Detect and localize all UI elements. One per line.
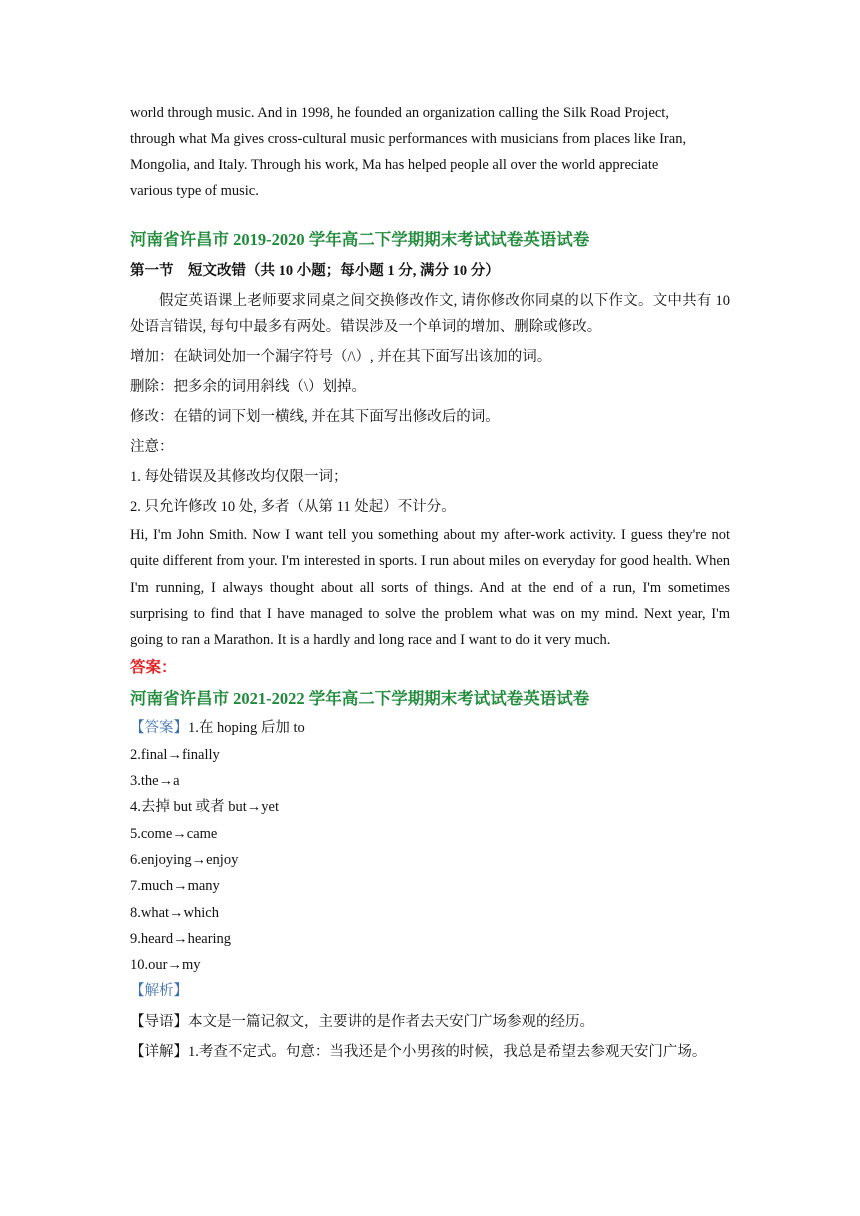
answer-item: 7.much→many <box>130 878 220 895</box>
answer-item: 8.what→which <box>130 904 219 921</box>
analysis-tag: 【解析】 <box>130 983 188 1000</box>
intro-line: various type of music. <box>130 183 259 199</box>
answer-item: 2.final→finally <box>130 746 220 763</box>
intro-line: world through music. And in 1998, he founded an organization calling the Silk Road Project, <box>130 105 669 121</box>
answer-item <box>130 715 730 741</box>
section-heading-2021: 河南省许昌市 2021-2022 学年高二下学期期末考试试卷英语试卷 <box>130 689 590 709</box>
answer-item: 6.enjoying→enjoy <box>130 851 239 868</box>
note-2: 2. 只允许修改 10 处, 多者（从第 11 处起）不计分。 <box>130 499 456 515</box>
note-label: 注意： <box>130 439 174 455</box>
answer-item: 9.heard→hearing <box>130 930 232 947</box>
guide-paragraph <box>130 1009 730 1035</box>
intro-line: Mongolia, and Italy. Through his work, Ma has helped people all over the world appreciate <box>130 157 659 173</box>
detail-text: 1.考查不定式。句意：当我还是个小男孩的时候，我总是希望去参观天安门广场。 <box>188 1043 707 1060</box>
note-1: 1. 每处错误及其修改均仅限一词； <box>130 469 348 485</box>
answer-item-text: 1.在 hoping 后加 to <box>188 720 305 737</box>
guide-tag: 【导语】 <box>130 1013 188 1030</box>
answer-item: 5.come→came <box>130 825 218 842</box>
document-page <box>130 100 730 1065</box>
answer-item: 4.去掉 but 或者 but→yet <box>130 799 280 816</box>
guide-text: 本文是一篇记叙文，主要讲的是作者去天安门广场参观的经历。 <box>188 1013 594 1030</box>
detail-tag: 【详解】 <box>130 1043 188 1060</box>
answer-label: 答案： <box>130 659 177 677</box>
answer-tag: 【答案】 <box>130 720 188 737</box>
instruction-modify: 修改：在错的词下划一横线, 并在其下面写出修改后的词。 <box>130 409 500 425</box>
instructions-paragraph: 假定英语课上老师要求同桌之间交换修改作文, 请你修改你同桌的以下作文。文中共有 10 处语言错误, 每句中最多有两处。错误涉及一个单词的增加、删除或修改。 <box>130 293 730 335</box>
detail-paragraph <box>130 1039 730 1065</box>
intro-passage <box>130 100 730 204</box>
intro-line: through what Ma gives cross-cultural music performances with musicians from places like Iran, <box>130 131 687 147</box>
instruction-add: 增加：在缺词处加一个漏字符号（/\）, 并在其下面写出该加的词。 <box>130 349 552 365</box>
section-title: 第一节 短文改错（共 10 小题；每小题 1 分, 满分 10 分） <box>130 263 500 279</box>
section-heading-2019: 河南省许昌市 2019-2020 学年高二下学期期末考试试卷英语试卷 <box>130 230 590 249</box>
answer-item: 3.the→a <box>130 773 180 790</box>
answer-item: 10.our→my <box>130 957 201 974</box>
answer-list <box>130 715 730 1004</box>
instruction-delete: 删除：把多余的词用斜线（\）划掉。 <box>130 379 367 395</box>
essay-paragraph: Hi, I'm John Smith. Now I want tell you something about my after-work activity. I guess they're not quite different from your. I'm interested in sports. I run about miles on everyday for good health. When I'm running, I always thought about all sorts of things. And at the end of a run, I'm sometimes surprising to find that I have managed to solve the problem what was on my mind. Next year, I'm going to ran a Marathon. It is a hardly and long race and I want to do it very much. <box>130 527 730 649</box>
